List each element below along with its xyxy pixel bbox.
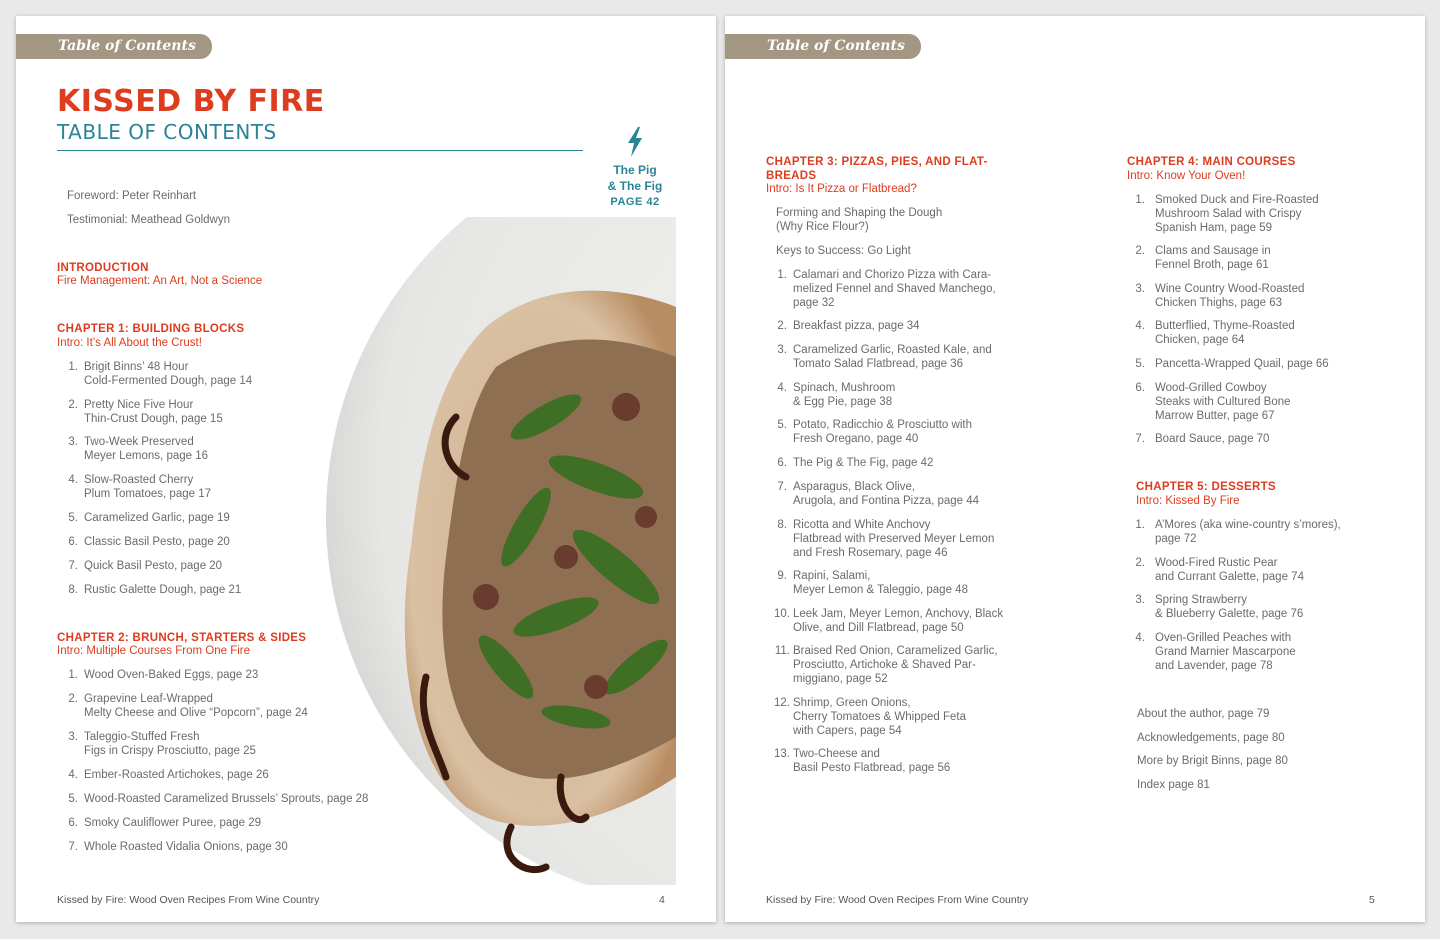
pizza-photo [296,217,676,885]
lightning-icon [624,126,646,158]
list-number: 7. [68,560,78,572]
ch5-intro[interactable]: Intro: Kissed By Fire [1136,495,1240,507]
list-item[interactable]: Breakfast pizza, page 34 [793,320,920,332]
list-item[interactable]: Shrimp, Green Onions, Cherry Tomatoes & Whipped Feta with Capers, page 54 [793,697,967,737]
list-item[interactable]: Leek Jam, Meyer Lemon, Anchovy, Black Olive, and Dill Flatbread, page 50 [793,608,1004,634]
list-item[interactable]: Two-Week Preserved Meyer Lemons, page 16 [84,436,209,462]
list-number: 8. [68,584,78,596]
list-item[interactable]: Wood-Fired Rustic Pear and Currant Galette, page 74 [1155,557,1304,583]
list-item[interactable]: Whole Roasted Vidalia Onions, page 30 [84,841,288,853]
list-number: 1. [1135,194,1145,206]
list-number: 3. [68,731,78,743]
list-item[interactable]: Ricotta and White Anchovy Flatbread with Preserved Meyer Lemon and Fresh Rosemary, page 46 [793,519,995,559]
back-item-more-by[interactable]: More by Brigit Binns, page 80 [1137,755,1288,767]
ch3-pre-item[interactable]: Forming and Shaping the Dough (Why Rice Flour?) [776,207,943,233]
intro-sub[interactable]: Fire Management: An Art, Not a Science [57,275,263,287]
back-item-acknowledgements[interactable]: Acknowledgements, page 80 [1137,732,1285,744]
book-title: KISSED BY FIRE [57,84,325,119]
list-number: 4. [68,769,78,781]
list-item[interactable]: Smoky Cauliflower Puree, page 29 [84,817,262,829]
list-number: 6. [777,457,787,469]
list-number: 2. [1135,245,1145,257]
list-item[interactable]: Wine Country Wood-Roasted Chicken Thighs, page 63 [1155,283,1305,309]
ch2-intro[interactable]: Intro: Multiple Courses From One Fire [57,645,251,657]
ch1-intro[interactable]: Intro: It’s All About the Crust! [57,337,202,349]
toc-subtitle: TABLE OF CONTENTS [57,120,277,144]
list-number: 3. [777,344,787,356]
list-number: 4. [777,382,787,394]
list-number: 2. [68,399,78,411]
list-item[interactable]: Caramelized Garlic, page 19 [84,512,230,524]
list-number: 12. [774,697,790,709]
list-number: 5. [1135,358,1145,370]
list-number: 6. [68,817,78,829]
list-item[interactable]: Oven-Grilled Peaches with Grand Marnier Mascarpone and Lavender, page 78 [1155,632,1296,672]
ch3-intro[interactable]: Intro: Is It Pizza or Flatbread? [766,183,917,195]
list-number: 2. [68,693,78,705]
ch1-heading: CHAPTER 1: BUILDING BLOCKS [57,323,245,335]
list-number: 2. [1135,557,1145,569]
list-item[interactable]: Slow-Roasted Cherry Plum Tomatoes, page 17 [84,474,212,500]
page-number: 5 [1369,894,1375,906]
list-item[interactable]: Calamari and Chorizo Pizza with Cara- melized Fennel and Shaved Manchego, page 32 [793,269,996,309]
list-item[interactable]: Spring Strawberry & Blueberry Galette, page 76 [1155,594,1304,620]
list-item[interactable]: Clams and Sausage in Fennel Broth, page 61 [1155,245,1271,271]
list-number: 11. [774,645,790,657]
ch5-heading: CHAPTER 5: DESSERTS [1136,481,1276,493]
list-number: 5. [68,512,78,524]
front-item-testimonial[interactable]: Testimonial: Meathead Goldwyn [67,214,230,226]
list-number: 4. [68,474,78,486]
toc-tab [16,34,212,59]
list-item[interactable]: Grapevine Leaf-Wrapped Melty Cheese and Olive “Popcorn”, page 24 [84,693,308,719]
ch3-pre-item[interactable]: Keys to Success: Go Light [776,245,911,257]
list-number: 5. [68,793,78,805]
list-item[interactable]: Caramelized Garlic, Roasted Kale, and Tomato Salad Flatbread, page 36 [793,344,992,370]
back-item-about[interactable]: About the author, page 79 [1137,708,1270,720]
intro-heading: INTRODUCTION [57,262,149,274]
right-page [725,16,1425,922]
list-item[interactable]: Two-Cheese and Basil Pesto Flatbread, page 56 [793,748,951,774]
list-number: 1. [1135,519,1145,531]
list-item[interactable]: Braised Red Onion, Caramelized Garlic, Prosciutto, Artichoke & Shaved Par- miggiano, page 52 [793,645,998,685]
list-number: 1. [777,269,787,281]
title-rule [57,150,583,151]
list-item[interactable]: Pancetta-Wrapped Quail, page 66 [1155,358,1329,370]
toc-tab-label: Table of Contents [58,38,196,54]
list-item[interactable]: Butterflied, Thyme-Roasted Chicken, page 64 [1155,320,1295,346]
list-number: 4. [1135,320,1145,332]
list-number: 8. [777,519,787,531]
toc-tab [725,34,921,59]
page-footer: Kissed by Fire: Wood Oven Recipes From Wine Country [57,894,320,906]
list-item[interactable]: Rustic Galette Dough, page 21 [84,584,242,596]
list-number: 5. [777,419,787,431]
list-item[interactable]: Ember-Roasted Artichokes, page 26 [84,769,269,781]
list-number: 7. [68,841,78,853]
toc-tab-label: Table of Contents [767,38,905,54]
callout-line2: & The Fig [607,179,663,193]
list-number: 3. [1135,594,1145,606]
list-item[interactable]: Spinach, Mushroom & Egg Pie, page 38 [793,382,896,408]
list-number: 10. [774,608,790,620]
list-item[interactable]: Wood-Grilled Cowboy Steaks with Cultured Bone Marrow Butter, page 67 [1155,382,1291,422]
callout-line1: The Pig [613,163,657,177]
list-number: 1. [68,361,78,373]
list-number: 9. [777,570,787,582]
page-number: 4 [659,894,665,906]
list-item[interactable]: Pretty Nice Five Hour Thin-Crust Dough, page 15 [84,399,223,425]
ch2-heading: CHAPTER 2: BRUNCH, STARTERS & SIDES [57,632,307,644]
ch3-heading: CHAPTER 3: PIZZAS, PIES, AND FLAT- BREADS [766,156,988,182]
list-item[interactable]: The Pig & The Fig, page 42 [793,457,934,469]
left-page [16,16,716,922]
callout-page: PAGE 42 [610,196,660,208]
list-item[interactable]: Wood Oven-Baked Eggs, page 23 [84,669,259,681]
front-item-foreword[interactable]: Foreword: Peter Reinhart [67,190,197,202]
list-item[interactable]: Potato, Radicchio & Prosciutto with Fresh Oregano, page 40 [793,419,972,445]
list-number: 7. [777,481,787,493]
list-number: 1. [68,669,78,681]
list-item[interactable]: Taleggio-Stuffed Fresh Figs in Crispy Prosciutto, page 25 [84,731,256,757]
list-item[interactable]: Asparagus, Black Olive, Arugola, and Fontina Pizza, page 44 [793,481,980,507]
list-item[interactable]: Smoked Duck and Fire-Roasted Mushroom Salad with Crispy Spanish Ham, page 59 [1155,194,1319,234]
list-number: 13. [774,748,790,760]
list-item[interactable]: Quick Basil Pesto, page 20 [84,560,223,572]
page-footer: Kissed by Fire: Wood Oven Recipes From Wine Country [766,894,1029,906]
list-number: 7. [1135,433,1145,445]
ch4-intro[interactable]: Intro: Know Your Oven! [1127,170,1246,182]
list-number: 4. [1135,632,1145,644]
list-item[interactable]: Classic Basil Pesto, page 20 [84,536,230,548]
list-number: 3. [68,436,78,448]
list-item[interactable]: Wood-Roasted Caramelized Brussels’ Sprouts, page 28 [84,793,369,805]
list-item[interactable]: Board Sauce, page 70 [1155,433,1270,445]
list-number: 6. [68,536,78,548]
list-number: 6. [1135,382,1145,394]
list-item[interactable]: Rapini, Salami, Meyer Lemon & Taleggio, page 48 [793,570,968,596]
list-item[interactable]: Brigit Binns’ 48 Hour Cold-Fermented Dough, page 14 [84,361,253,387]
recipe-callout[interactable] [598,126,672,210]
back-item-index[interactable]: Index page 81 [1137,779,1210,791]
list-number: 3. [1135,283,1145,295]
ch4-heading: CHAPTER 4: MAIN COURSES [1127,156,1296,168]
list-number: 2. [777,320,787,332]
list-item[interactable]: A’Mores (aka wine-country s’mores), page 72 [1155,519,1341,545]
